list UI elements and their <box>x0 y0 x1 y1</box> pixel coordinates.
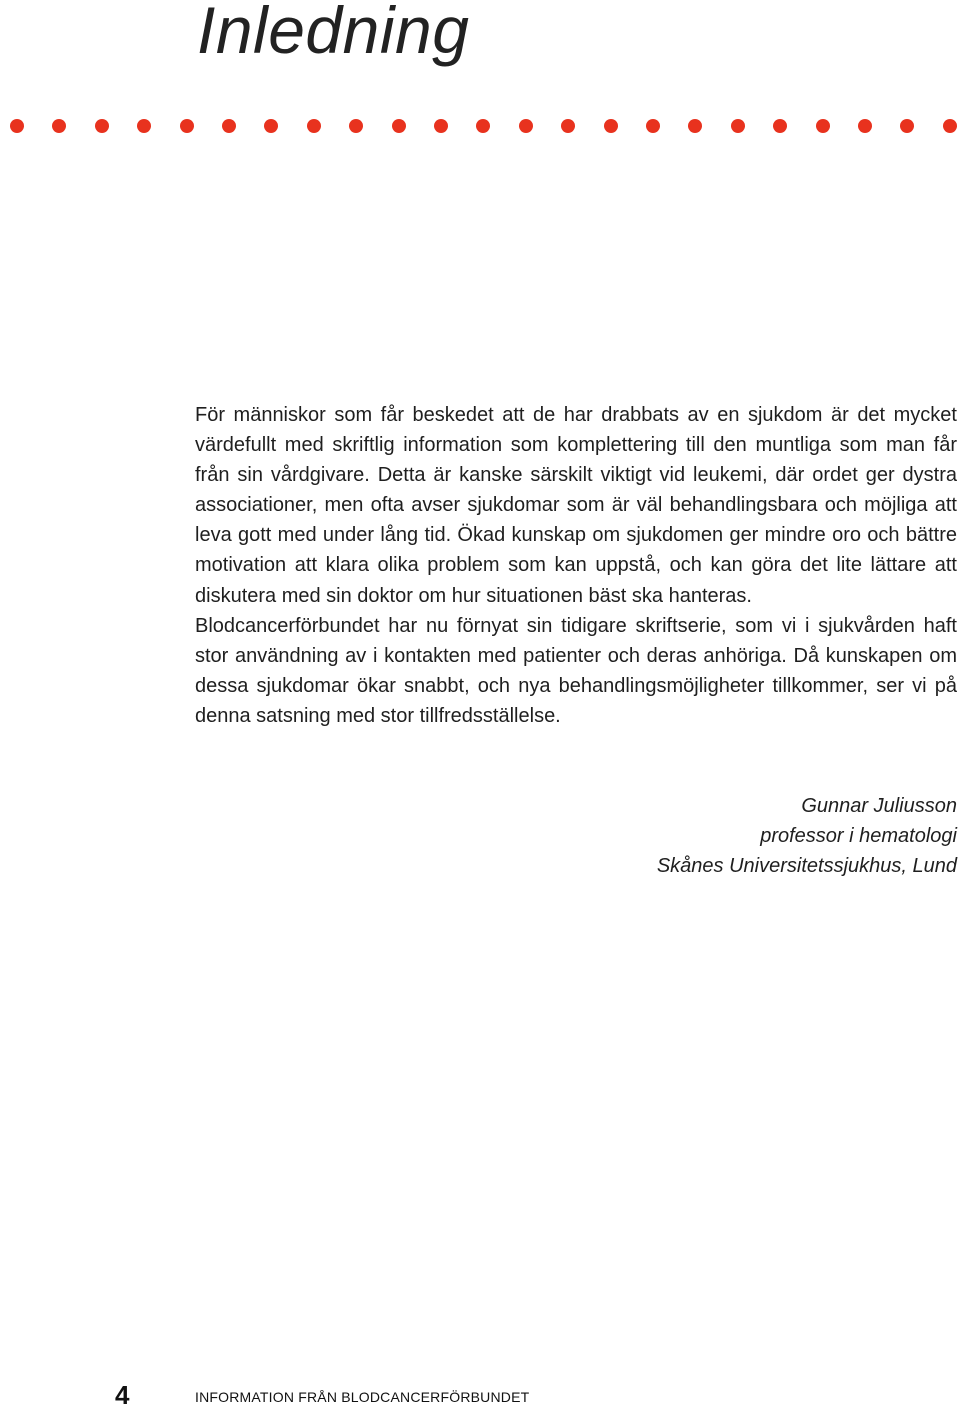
signature-block <box>657 791 957 881</box>
signature-name: Gunnar Juliusson <box>801 795 957 817</box>
decorative-dot <box>688 119 702 133</box>
decorative-dot <box>137 119 151 133</box>
decorative-dot <box>52 119 66 133</box>
decorative-dot <box>392 119 406 133</box>
decorative-dot <box>646 119 660 133</box>
decorative-dot <box>731 119 745 133</box>
decorative-dot <box>476 119 490 133</box>
decorative-dot <box>816 119 830 133</box>
decorative-dot <box>307 119 321 133</box>
signature-affiliation: Skånes Universitetssjukhus, Lund <box>656 855 957 878</box>
decorative-dot <box>222 119 236 133</box>
decorative-dot <box>561 119 575 133</box>
intro-paragraph-2: Blodcancerförbundet har nu förnyat sin tidigare skriftserie, som vi i sjukvården haft stor användning av i kontakten med patienter och deras anhöriga. Då kunskapen om dessa sjukdomar ökar snabbt, och nya behandlingsmöjligheter tillkommer, ser vi på denna satsning med stor tillfredsställelse. <box>195 614 957 727</box>
footer-label: INFORMATION FRÅN BLODCANCERFÖRBUNDET <box>195 1389 530 1405</box>
intro-text <box>195 400 957 731</box>
decorative-dot <box>349 119 363 133</box>
decorative-dot <box>519 119 533 133</box>
decorative-dot-row <box>10 119 960 133</box>
decorative-dot <box>264 119 278 133</box>
decorative-dot <box>180 119 194 133</box>
signature-role: professor i hematologi <box>760 825 957 848</box>
decorative-dot <box>10 119 24 133</box>
decorative-dot <box>95 119 109 133</box>
intro-paragraph-1: För människor som får beskedet att de har drabbats av en sjukdom är det mycket värdefullt med skriftlig information som komplettering till den muntliga som man får från sin vårdgivare. Detta är kanske särskilt viktigt vid leukemi, där ordet ger dystra associationer, men ofta avser sjukdomar som är väl behandlingsbara och möjliga att leva gott med under lång tid. Ökad kunskap om sjukdomen ger mindre oro och bättre motivation att klara olika problem som kan uppstå, och kan göra det lite lättare att diskutera med sin doktor om hur situationen bäst ska hanteras. <box>195 404 957 607</box>
page-title: Inledning <box>197 0 470 67</box>
decorative-dot <box>604 119 618 133</box>
decorative-dot <box>434 119 448 133</box>
decorative-dot <box>943 119 957 133</box>
decorative-dot <box>773 119 787 133</box>
page-number: 4 <box>115 1380 130 1410</box>
decorative-dot <box>900 119 914 133</box>
decorative-dot <box>858 119 872 133</box>
